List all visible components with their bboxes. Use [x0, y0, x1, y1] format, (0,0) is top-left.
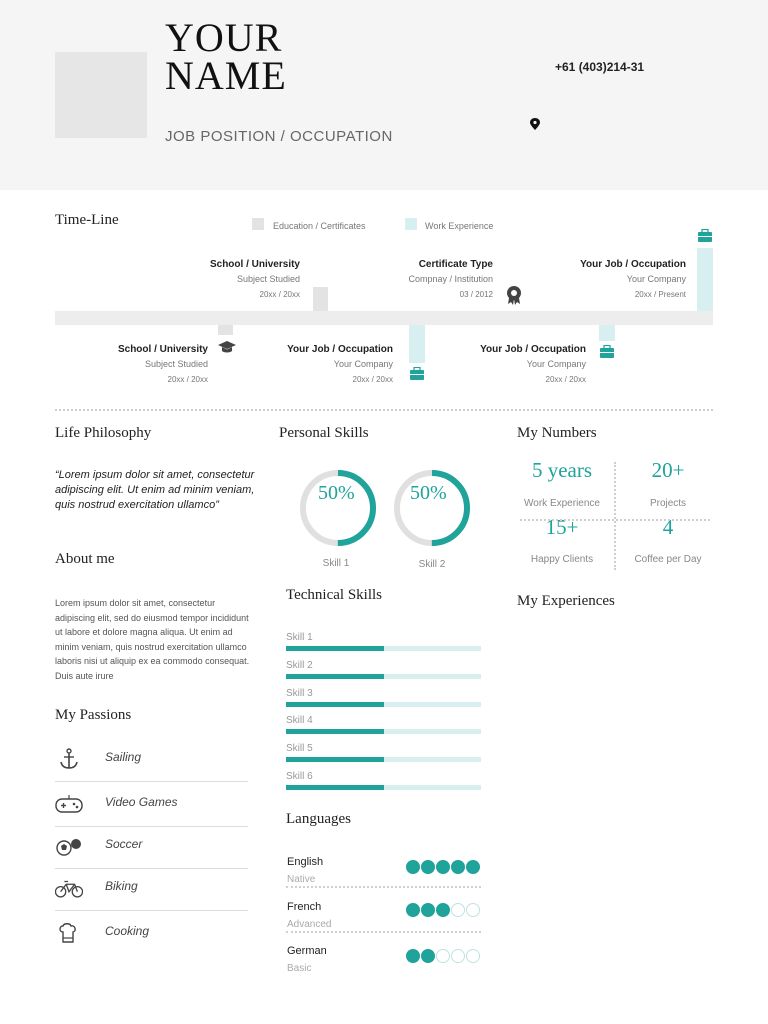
language-divider	[286, 886, 481, 888]
number-value: 15+	[545, 515, 579, 539]
name-line-1: YOUR	[165, 15, 283, 60]
briefcase-icon	[409, 367, 425, 381]
numbers-horizontal-divider	[520, 519, 710, 521]
phone-number: +61 (403)214-31	[555, 60, 645, 74]
anchor-icon	[55, 748, 83, 770]
tech-skill-fill	[286, 785, 384, 790]
passion-item-cooking	[55, 912, 248, 956]
passion-item-soccer	[55, 825, 248, 869]
technical-skills-title: Technical Skills	[286, 587, 383, 603]
rating-dot-empty	[451, 903, 465, 917]
rating-dot-filled	[436, 903, 450, 917]
rating-dot-filled	[466, 860, 480, 874]
profile-photo-placeholder	[55, 52, 147, 138]
timeline-entry-date: 20xx / Present	[634, 290, 686, 297]
language-name: German	[287, 945, 327, 957]
timeline-bar	[55, 311, 713, 325]
tech-skill-track	[286, 702, 481, 707]
number-label: Work Experience	[524, 498, 600, 509]
passion-label: Soccer	[105, 837, 143, 851]
timeline-title: Time-Line	[55, 212, 119, 228]
tech-skill-label: Skill 5	[286, 743, 313, 754]
skill-ring-2-percent: 50%	[410, 482, 447, 504]
skill-ring-1-label: Skill 1	[322, 558, 350, 569]
my-numbers-title: My Numbers	[517, 425, 597, 441]
skill-ring-2	[392, 468, 472, 548]
timeline-marker-work	[697, 248, 713, 311]
rating-dot-empty	[451, 949, 465, 963]
rating-dot-filled	[406, 949, 420, 963]
soccer-ball-icon	[55, 835, 83, 857]
timeline-entry-sub: Compnay / Institution	[408, 274, 493, 284]
timeline-entry-sub: Subject Studied	[236, 274, 300, 284]
tech-skill-label: Skill 3	[286, 688, 313, 699]
timeline-entry-date: 20xx / 20xx	[545, 375, 586, 382]
tech-skill-track	[286, 757, 481, 762]
briefcase-icon	[697, 229, 713, 243]
certificate-medal-icon	[505, 285, 523, 305]
timeline-entry-date: 20xx / 20xx	[259, 290, 300, 297]
tech-skill-track	[286, 785, 481, 790]
skill-ring-2-label: Skill 2	[418, 559, 446, 570]
tech-skill-fill	[286, 646, 384, 651]
rating-dot-empty	[466, 903, 480, 917]
rating-dot-filled	[436, 860, 450, 874]
languages-title: Languages	[286, 811, 351, 827]
rating-dot-filled	[421, 903, 435, 917]
tech-skill-label: Skill 1	[286, 632, 313, 643]
language-level: Advanced	[287, 919, 332, 930]
numbers-vertical-divider	[614, 462, 616, 570]
passion-label: Biking	[105, 879, 138, 893]
timeline-entry-above-2	[360, 259, 493, 297]
skill-ring-1	[298, 468, 378, 548]
timeline-marker-education	[218, 325, 233, 335]
passion-label: Cooking	[105, 924, 150, 938]
timeline-entry-title: Your Job / Occupation	[287, 344, 393, 355]
life-philosophy-quote: “Lorem ipsum dolor sit amet, consectetur adipiscing elit. Ut enim ad minim veniam, quis nostrud exercitation ullamco”	[55, 469, 255, 511]
timeline-entry-date: 20xx / 20xx	[352, 375, 393, 382]
rating-dot-empty	[466, 949, 480, 963]
legend-work-swatch	[405, 218, 417, 230]
rating-dot-filled	[451, 860, 465, 874]
tech-skill-fill	[286, 674, 384, 679]
rating-dot-filled	[406, 860, 420, 874]
timeline-entry-sub: Your Company	[626, 274, 686, 284]
language-level: Native	[287, 874, 316, 885]
gamepad-icon	[55, 793, 83, 815]
timeline-entry-title: Your Job / Occupation	[480, 344, 586, 355]
number-value: 5 years	[531, 458, 593, 482]
my-experiences-title: My Experiences	[517, 593, 615, 609]
tech-skill-fill	[286, 702, 384, 707]
rating-dot-empty	[436, 949, 450, 963]
graduation-cap-icon	[217, 340, 237, 354]
language-name: French	[287, 901, 322, 913]
timeline-marker-education	[313, 287, 328, 311]
timeline-entry-date: 03 / 2012	[459, 290, 493, 297]
timeline-entry-above-1	[170, 259, 300, 297]
passion-item-video-games	[55, 783, 248, 827]
legend-education-label: Education / Certificates	[273, 221, 366, 231]
timeline-entry-above-3	[555, 259, 686, 297]
timeline-entry-below-1	[78, 344, 208, 382]
passion-label: Video Games	[105, 795, 178, 809]
timeline-marker-work	[599, 325, 615, 341]
briefcase-icon	[599, 345, 615, 359]
name-line-2: NAME	[165, 53, 287, 98]
tech-skill-fill	[286, 757, 384, 762]
timeline-entry-title: School / University	[117, 344, 208, 355]
passion-item-biking	[55, 867, 248, 911]
about-text: Lorem ipsum dolor sit amet, consectetur adipiscing elit, sed do eiusmod tempor incididunt ut labore et dolore magna aliqua. Ut enim ad minim veniam, quis nostrud exercitation ullamco laboris nisi ut aliquip ex ea commodo consequat. Duis aute irure	[55, 598, 250, 681]
timeline-entry-title: School / University	[209, 259, 300, 270]
passion-item-sailing	[55, 738, 248, 782]
section-divider	[55, 409, 713, 411]
rating-dot-filled	[421, 949, 435, 963]
bicycle-icon	[55, 877, 83, 899]
about-title: About me	[55, 551, 115, 567]
timeline-entry-date: 20xx / 20xx	[167, 375, 208, 382]
timeline-marker-work	[409, 325, 425, 363]
rating-dot-filled	[421, 860, 435, 874]
language-name: English	[287, 856, 324, 868]
number-label: Projects	[649, 498, 687, 509]
tech-skill-fill	[286, 729, 384, 734]
tech-skill-label: Skill 2	[286, 660, 313, 671]
tech-skill-track	[286, 674, 481, 679]
number-label: Coffee per Day	[634, 554, 702, 565]
rating-dot-filled	[406, 903, 420, 917]
job-position: JOB POSITION / OCCUPATION	[165, 128, 393, 145]
language-divider	[286, 931, 481, 933]
location-pin-icon	[530, 118, 540, 130]
tech-skill-label: Skill 6	[286, 771, 313, 782]
timeline-entry-below-2	[263, 344, 393, 382]
life-philosophy-title: Life Philosophy	[55, 425, 152, 441]
tech-skill-label: Skill 4	[286, 715, 313, 726]
number-value: 20+	[651, 458, 685, 482]
timeline-entry-title: Certificate Type	[418, 259, 493, 270]
number-value: 4	[662, 515, 674, 539]
timeline-entry-sub: Subject Studied	[144, 359, 208, 369]
tech-skill-track	[286, 729, 481, 734]
language-level: Basic	[287, 963, 312, 974]
number-label: Happy Clients	[530, 554, 594, 565]
timeline-entry-title: Your Job / Occupation	[580, 259, 686, 270]
chef-hat-icon	[55, 922, 83, 944]
timeline-entry-sub: Your Company	[526, 359, 586, 369]
skill-ring-1-percent: 50%	[318, 482, 355, 504]
legend-education-swatch	[252, 218, 264, 230]
timeline-entry-sub: Your Company	[333, 359, 393, 369]
timeline-entry-below-3	[456, 344, 586, 382]
passions-title: My Passions	[55, 707, 132, 723]
personal-skills-title: Personal Skills	[279, 425, 369, 441]
legend-work-label: Work Experience	[425, 221, 494, 231]
tech-skill-track	[286, 646, 481, 651]
passion-label: Sailing	[105, 750, 142, 764]
